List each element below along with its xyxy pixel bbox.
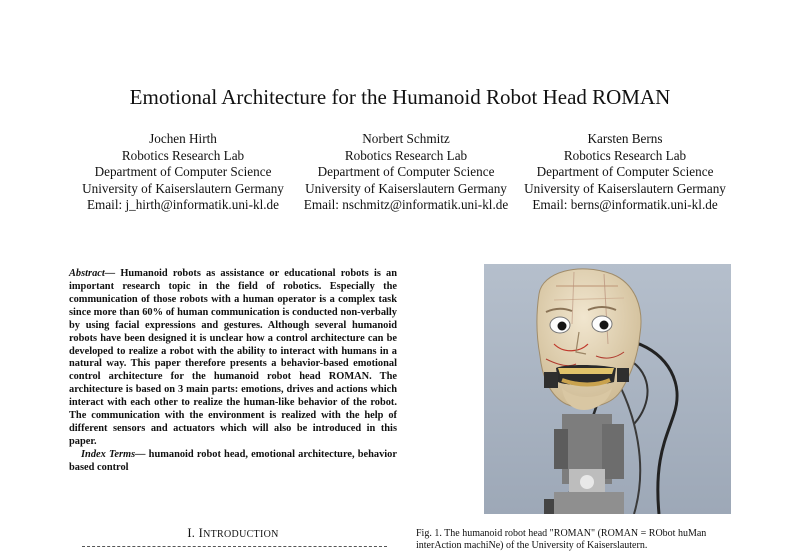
author-name: Karsten Berns xyxy=(587,131,663,146)
robot-head-photo xyxy=(484,264,731,514)
cut-off-text-line xyxy=(82,546,387,548)
index-terms-text: humanoid robot head, emotional architecture, behavior based control xyxy=(69,448,397,473)
author-email: Email: berns@informatik.uni-kl.de xyxy=(532,197,718,213)
author-lab: Robotics Research Lab xyxy=(344,147,468,163)
author-name: Jochen Hirth xyxy=(149,131,217,146)
author-name: Norbert Schmitz xyxy=(362,131,450,146)
index-terms xyxy=(69,449,397,475)
index-terms-label: Index Terms— xyxy=(81,448,146,460)
author-block-3 xyxy=(505,131,745,214)
section-heading xyxy=(69,526,397,541)
author-dept: Department of Computer Science xyxy=(536,164,714,180)
author-univ: University of Kaiserslautern Germany xyxy=(524,180,726,196)
author-lab: Robotics Research Lab xyxy=(121,147,245,163)
section-title-rest: NTRODUCTION xyxy=(203,529,279,540)
abstract-paragraph xyxy=(69,268,397,449)
abstract-label: Abstract— xyxy=(69,268,116,279)
section-initial: I xyxy=(198,526,204,540)
figure-caption xyxy=(416,528,756,552)
author-block-2 xyxy=(286,131,526,214)
caption-line-2: interAction machiNe) of the University of Kaiserslautern. xyxy=(416,540,648,551)
author-dept: Department of Computer Science xyxy=(94,164,272,180)
paper-title: Emotional Architecture for the Humanoid Robot Head ROMAN xyxy=(129,85,671,109)
abstract xyxy=(69,268,397,475)
author-lab: Robotics Research Lab xyxy=(563,147,687,163)
author-univ: University of Kaiserslautern Germany xyxy=(82,180,284,196)
caption-line-1: Fig. 1. The humanoid robot head "ROMAN" (ROMAN = RObot huMan xyxy=(416,528,707,539)
author-email: Email: j_hirth@informatik.uni-kl.de xyxy=(87,197,279,213)
section-number: I. xyxy=(187,526,199,540)
author-email: Email: nschmitz@informatik.uni-kl.de xyxy=(303,197,509,213)
author-block-1 xyxy=(63,131,303,214)
author-dept: Department of Computer Science xyxy=(317,164,495,180)
author-univ: University of Kaiserslautern Germany xyxy=(305,180,507,196)
abstract-text: Humanoid robots as assistance or educational robots is an important research topic in the field of robotics. Especially the communication of those robots with a human operator is a complex task since more than 60% of human communication is conducted non-verbally by using facial expressions and gestures. Although several humanoid robots have been designed it is unclear how a control architecture can be developed to realize a robot with the ability to interact with humans in a natural way. This paper therefore presents a behavior-based emotional control architecture for the humanoid robot head ROMAN. The architecture is based on 3 main parts: emotions, drives and actions which interact with each other to realize the human-like behavior of the robot. The communication with the environment is realized with the help of different sensors and actuators which will also be introduced in this paper. xyxy=(69,268,397,447)
